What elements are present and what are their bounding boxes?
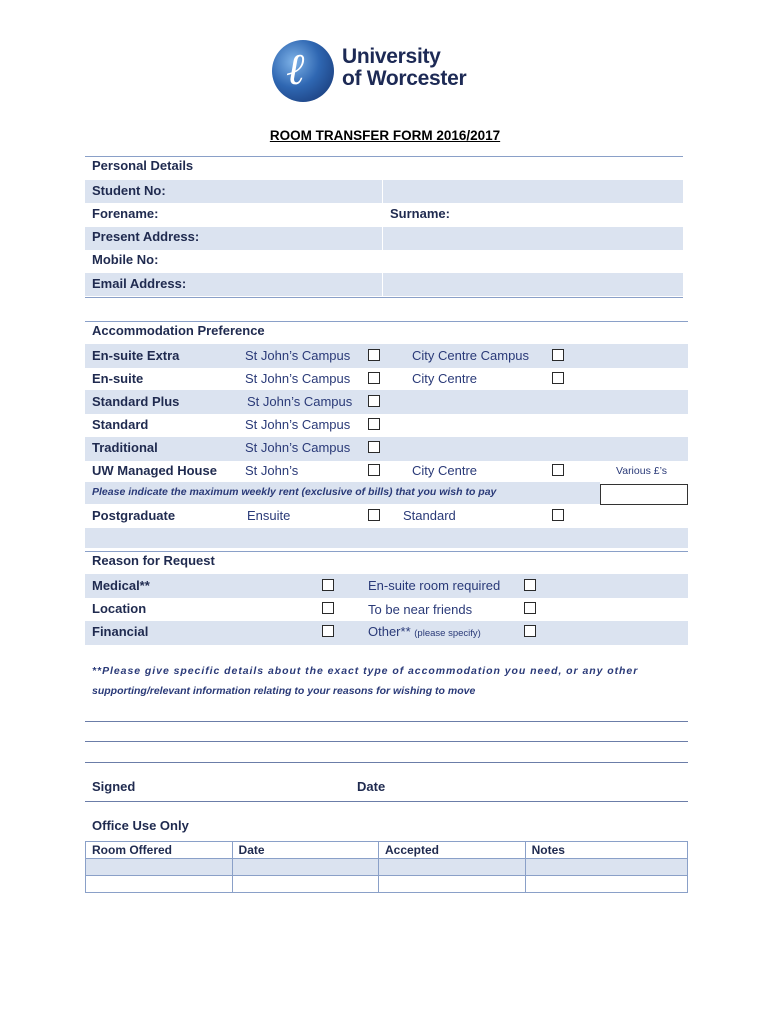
accom-option-label: St John’s: [245, 463, 299, 478]
reason-other-checkbox[interactable]: [524, 625, 536, 637]
office-cell[interactable]: [525, 876, 687, 893]
date-label: Date: [357, 779, 386, 794]
personal-details-heading: Personal Details: [92, 158, 194, 173]
office-col-room-offered: Room Offered: [86, 842, 233, 859]
accom-type-traditional: Traditional: [92, 440, 158, 455]
logo-emblem-icon: ℓ: [272, 40, 334, 102]
uw-house-stjohns-checkbox[interactable]: [368, 464, 380, 476]
reason-medical-label: Medical**: [92, 578, 150, 593]
present-address-label: Present Address:: [92, 229, 200, 244]
reason-ensuite-checkbox[interactable]: [524, 579, 536, 591]
reason-friends-checkbox[interactable]: [524, 602, 536, 614]
accom-option-label: City Centre Campus: [412, 348, 530, 363]
max-weekly-rent-input[interactable]: [600, 484, 688, 505]
forename-field[interactable]: [180, 205, 375, 225]
accom-type-uw-managed-house: UW Managed House: [92, 463, 217, 478]
office-cell[interactable]: [86, 876, 233, 893]
reason-financial-label: Financial: [92, 624, 149, 639]
rent-note: Please indicate the maximum weekly rent (exclusive of bills) that you wish to pay: [92, 486, 497, 498]
mobile-no-label: Mobile No:: [92, 252, 159, 267]
date-field[interactable]: [400, 776, 685, 800]
reason-ensuite-label: En-suite room required: [368, 578, 501, 593]
office-cell[interactable]: [378, 859, 525, 876]
present-address-field[interactable]: [230, 228, 680, 249]
student-no-field[interactable]: [230, 181, 380, 202]
accom-option-label: Standard: [403, 508, 456, 523]
signed-label: Signed: [92, 779, 136, 794]
signature-field[interactable]: [150, 776, 340, 800]
reason-medical-checkbox[interactable]: [322, 579, 334, 591]
reason-heading: Reason for Request: [92, 553, 215, 568]
accom-option-label: City Centre: [412, 371, 478, 386]
traditional-stjohns-checkbox[interactable]: [368, 441, 380, 453]
reason-location-checkbox[interactable]: [322, 602, 334, 614]
email-label: Email Address:: [92, 276, 187, 291]
office-col-notes: Notes: [525, 842, 687, 859]
reason-other-label: Other** (please specify): [368, 624, 481, 639]
reason-financial-checkbox[interactable]: [322, 625, 334, 637]
reason-note-line2: supporting/relevant information relating to your reasons for wishing to move: [92, 685, 476, 697]
details-line[interactable]: [85, 721, 688, 722]
university-logo: [272, 40, 482, 104]
ensuite-stjohns-checkbox[interactable]: [368, 372, 380, 384]
office-cell[interactable]: [232, 876, 378, 893]
accom-type-standard: Standard: [92, 417, 149, 432]
standard-plus-stjohns-checkbox[interactable]: [368, 395, 380, 407]
reason-note-line1: **Please give specific details about the exact type of accommodation you need, or any other: [92, 665, 639, 677]
reason-friends-label: To be near friends: [368, 602, 473, 617]
ensuite-extra-stjohns-checkbox[interactable]: [368, 349, 380, 361]
standard-stjohns-checkbox[interactable]: [368, 418, 380, 430]
forename-label: Forename:: [92, 206, 159, 221]
mobile-no-field[interactable]: [180, 251, 680, 271]
office-use-table: [85, 841, 688, 893]
office-cell[interactable]: [86, 859, 233, 876]
accom-option-label: St John’s Campus: [245, 371, 351, 386]
email-field[interactable]: [230, 274, 680, 295]
accom-type-ensuite: En-suite: [92, 371, 144, 386]
surname-field[interactable]: [470, 205, 680, 225]
form-title: ROOM TRANSFER FORM 2016/2017: [269, 128, 501, 143]
accom-option-label: St John’s Campus: [247, 394, 353, 409]
uw-house-city-checkbox[interactable]: [552, 464, 564, 476]
accom-option-label: St John’s Campus: [245, 417, 351, 432]
office-use-heading: Office Use Only: [92, 818, 189, 833]
postgrad-standard-checkbox[interactable]: [552, 509, 564, 521]
office-cell[interactable]: [525, 859, 687, 876]
accom-type-ensuite-extra: En-suite Extra: [92, 348, 180, 363]
accom-option-label: St John’s Campus: [245, 348, 351, 363]
accom-type-standard-plus: Standard Plus: [92, 394, 180, 409]
ensuite-extra-city-checkbox[interactable]: [552, 349, 564, 361]
various-prices-text: Various £’s: [616, 465, 667, 477]
accommodation-heading: Accommodation Preference: [92, 323, 265, 338]
office-col-date: Date: [232, 842, 378, 859]
accom-option-label: City Centre: [412, 463, 478, 478]
logo-wordmark: University of Worcester: [342, 45, 467, 90]
postgrad-ensuite-checkbox[interactable]: [368, 509, 380, 521]
reason-location-label: Location: [92, 601, 147, 616]
surname-label: Surname:: [390, 206, 450, 221]
office-cell[interactable]: [378, 876, 525, 893]
details-line[interactable]: [85, 762, 688, 763]
office-col-accepted: Accepted: [378, 842, 525, 859]
accom-option-label: St John’s Campus: [245, 440, 351, 455]
student-no-label: Student No:: [92, 183, 166, 198]
details-line[interactable]: [85, 741, 688, 742]
office-cell[interactable]: [232, 859, 378, 876]
accom-option-label: Ensuite: [247, 508, 291, 523]
accom-type-postgraduate: Postgraduate: [92, 508, 176, 523]
ensuite-city-checkbox[interactable]: [552, 372, 564, 384]
